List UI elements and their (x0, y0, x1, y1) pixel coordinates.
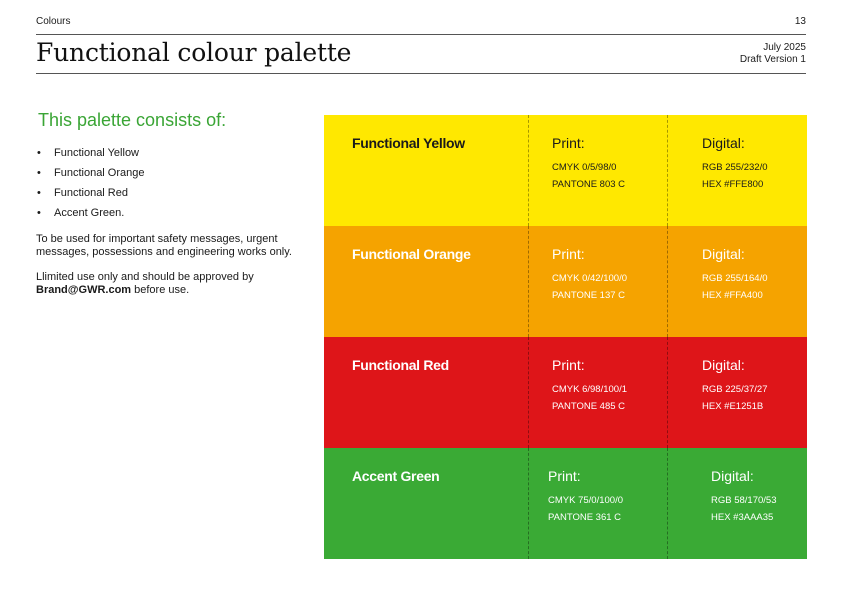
swatch-functional-yellow (324, 115, 807, 226)
hex-value: HEX #FFE800 (702, 179, 764, 190)
digital-specs (702, 357, 768, 415)
print-heading: Print: (552, 246, 585, 262)
rgb-value: RGB 255/232/0 (702, 162, 768, 173)
document-version: Draft Version 1 (739, 54, 806, 65)
swatch-name: Accent Green (352, 468, 440, 484)
column-divider (667, 337, 668, 448)
column-divider (528, 448, 529, 559)
swatch-name: Functional Yellow (352, 135, 465, 151)
digital-specs (702, 135, 768, 193)
column-divider (528, 337, 529, 448)
print-heading: Print: (552, 357, 585, 373)
column-divider (528, 226, 529, 337)
swatch-accent-green (324, 448, 807, 559)
swatch-name: Functional Red (352, 357, 449, 373)
pantone-value: PANTONE 361 C (548, 512, 622, 523)
digital-specs (711, 468, 777, 526)
rgb-value: RGB 225/37/27 (702, 384, 768, 395)
swatch-functional-orange (324, 226, 807, 337)
digital-heading: Digital: (702, 135, 745, 151)
column-divider (667, 115, 668, 226)
print-specs (552, 135, 625, 193)
palette-list (36, 143, 296, 223)
digital-heading: Digital: (702, 357, 745, 373)
print-specs (548, 468, 623, 526)
swatch-functional-red (324, 337, 807, 448)
hex-value: HEX #FFA400 (702, 290, 763, 301)
approval-suffix: before use. (134, 284, 190, 296)
approval-text (36, 271, 296, 297)
list-item: • Functional Yellow (36, 143, 296, 163)
print-heading: Print: (548, 468, 581, 484)
intro-panel (36, 110, 296, 309)
cmyk-value: CMYK 0/42/100/0 (552, 273, 627, 284)
digital-specs (702, 246, 768, 304)
pantone-value: PANTONE 803 C (552, 179, 626, 190)
page-title: Functional colour palette (36, 38, 352, 67)
page-number: 13 (794, 16, 806, 27)
column-divider (667, 448, 668, 559)
swatch-name: Functional Orange (352, 246, 471, 262)
intro-heading: This palette consists of: (38, 110, 227, 130)
usage-text: To be used for important safety messages, urgent messages, possessions and engineering works only. (36, 233, 292, 258)
colour-palette (324, 115, 807, 559)
print-specs (552, 357, 627, 415)
rgb-value: RGB 255/164/0 (702, 273, 768, 284)
cmyk-value: CMYK 75/0/100/0 (548, 495, 623, 506)
approval-prefix: Llimited use only and should be approved by (36, 271, 254, 283)
header-top-rule (36, 34, 806, 35)
section-label: Colours (36, 16, 71, 27)
print-heading: Print: (552, 135, 585, 151)
hex-value: HEX #3AAA35 (711, 512, 774, 523)
hex-value: HEX #E1251B (702, 401, 764, 412)
header-bottom-rule (36, 73, 806, 74)
cmyk-value: CMYK 6/98/100/1 (552, 384, 627, 395)
pantone-value: PANTONE 137 C (552, 290, 626, 301)
rgb-value: RGB 58/170/53 (711, 495, 777, 506)
list-item: • Functional Orange (36, 163, 296, 183)
document-date: July 2025 (763, 42, 806, 53)
approval-email: Brand@GWR.com (36, 284, 132, 296)
pantone-value: PANTONE 485 C (552, 401, 626, 412)
list-item: • Functional Red (36, 183, 296, 203)
list-item: • Accent Green. (36, 203, 296, 223)
column-divider (667, 226, 668, 337)
cmyk-value: CMYK 0/5/98/0 (552, 162, 617, 173)
document-meta (740, 42, 806, 66)
digital-heading: Digital: (702, 246, 745, 262)
digital-heading: Digital: (711, 468, 754, 484)
print-specs (552, 246, 627, 304)
column-divider (528, 115, 529, 226)
